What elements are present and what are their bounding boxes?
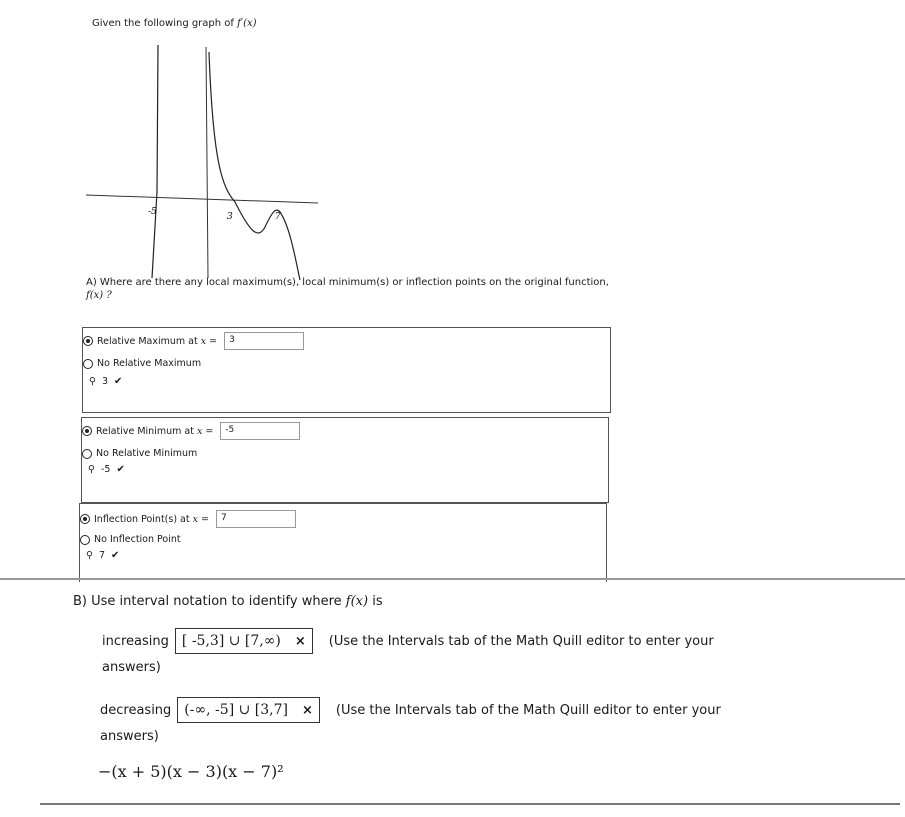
relative-maximum-group xyxy=(82,327,611,413)
page-fold-divider xyxy=(0,578,905,580)
relative-minimum-answer-value: -5 xyxy=(100,464,111,475)
question-function-label: f′(x) xyxy=(237,18,257,29)
question-prompt: Given the following graph of xyxy=(92,18,234,29)
decreasing-note: (Use the Intervals tab of the Math Quill editor to enter your xyxy=(335,702,721,718)
relative-maximum-answer xyxy=(89,376,122,387)
inflection-point-label: Inflection Point(s) at xyxy=(94,513,190,525)
increasing-note-cont: answers) xyxy=(102,660,161,675)
inflection-point-answer-value: 7 xyxy=(98,550,106,561)
checkmark-icon: ✔ xyxy=(111,550,120,561)
key-icon: ⚲ xyxy=(88,464,95,475)
key-icon: ⚲ xyxy=(89,376,96,387)
part-a-line1: A) Where are there any local maximum(s), local minimum(s) or inflection points on the original function, xyxy=(86,277,609,288)
checkmark-icon: ✔ xyxy=(114,376,123,387)
decreasing-label: decreasing xyxy=(100,702,172,718)
tick-label-neg5: -5 xyxy=(148,207,157,217)
radio-no-relative-maximum[interactable] xyxy=(83,359,93,369)
increasing-input[interactable] xyxy=(175,628,313,654)
part-b-title-suffix: is xyxy=(372,594,383,609)
checkmark-icon: ✔ xyxy=(116,464,125,475)
increasing-value: [ -5,3] ∪ [7,∞) xyxy=(181,633,281,649)
clear-increasing-icon[interactable]: × xyxy=(294,633,306,649)
relative-minimum-answer xyxy=(88,464,125,475)
derivative-graph xyxy=(80,42,330,282)
tick-label-7: 7 xyxy=(275,212,281,222)
decreasing-input[interactable] xyxy=(177,697,320,723)
decreasing-note-cont: answers) xyxy=(100,729,159,744)
clear-decreasing-icon[interactable]: × xyxy=(301,702,313,718)
part-b-title xyxy=(73,594,383,609)
no-relative-maximum-option[interactable] xyxy=(83,358,201,369)
no-relative-maximum-label: No Relative Maximum xyxy=(97,358,202,369)
increasing-row xyxy=(102,628,714,654)
no-inflection-point-option[interactable] xyxy=(80,534,181,545)
relative-minimum-var: x = xyxy=(196,425,214,437)
relative-maximum-option[interactable] xyxy=(83,332,304,350)
curve-right-branch xyxy=(209,52,300,280)
page-bottom-edge xyxy=(40,803,900,805)
no-relative-minimum-option[interactable] xyxy=(82,448,197,459)
part-b-title-fx: f(x) xyxy=(345,594,369,609)
y-axis xyxy=(206,47,208,278)
relative-minimum-group xyxy=(81,417,609,503)
question-title xyxy=(92,18,257,29)
tick-label-3: 3 xyxy=(227,212,233,222)
relative-minimum-option[interactable] xyxy=(82,422,300,440)
derivative-formula: −(x + 5)(x − 3)(x − 7)² xyxy=(98,762,284,781)
relative-maximum-label: Relative Maximum at xyxy=(97,335,198,347)
relative-maximum-var: x = xyxy=(200,335,218,347)
decreasing-row xyxy=(100,697,721,723)
relative-maximum-input[interactable]: 3 xyxy=(224,332,304,350)
increasing-label: increasing xyxy=(102,633,169,649)
x-axis xyxy=(86,195,318,203)
inflection-point-answer xyxy=(86,550,119,561)
relative-maximum-answer-value: 3 xyxy=(101,376,109,387)
part-a-line2: f(x) ? xyxy=(86,290,112,301)
curve-left-branch xyxy=(152,45,158,278)
radio-relative-maximum[interactable] xyxy=(83,336,93,346)
part-a-question xyxy=(86,276,609,302)
no-relative-minimum-label: No Relative Minimum xyxy=(96,448,198,459)
part-b-title-prefix: B) Use interval notation to identify where xyxy=(73,594,342,609)
relative-minimum-label: Relative Minimum at xyxy=(96,425,194,437)
radio-no-relative-minimum[interactable] xyxy=(82,449,92,459)
key-icon: ⚲ xyxy=(86,550,93,561)
inflection-point-input[interactable]: 7 xyxy=(216,510,296,528)
no-inflection-point-label: No Inflection Point xyxy=(94,534,181,545)
radio-no-inflection-point[interactable] xyxy=(80,535,90,545)
decreasing-value: (-∞, -5] ∪ [3,7] xyxy=(184,702,288,718)
inflection-point-group xyxy=(79,503,607,582)
inflection-point-var: x = xyxy=(192,513,209,525)
radio-relative-minimum[interactable] xyxy=(82,426,92,436)
inflection-point-option[interactable] xyxy=(80,510,296,528)
increasing-note: (Use the Intervals tab of the Math Quill editor to enter your xyxy=(328,633,714,649)
relative-minimum-input[interactable]: -5 xyxy=(220,422,300,440)
radio-inflection-point[interactable] xyxy=(80,514,90,524)
